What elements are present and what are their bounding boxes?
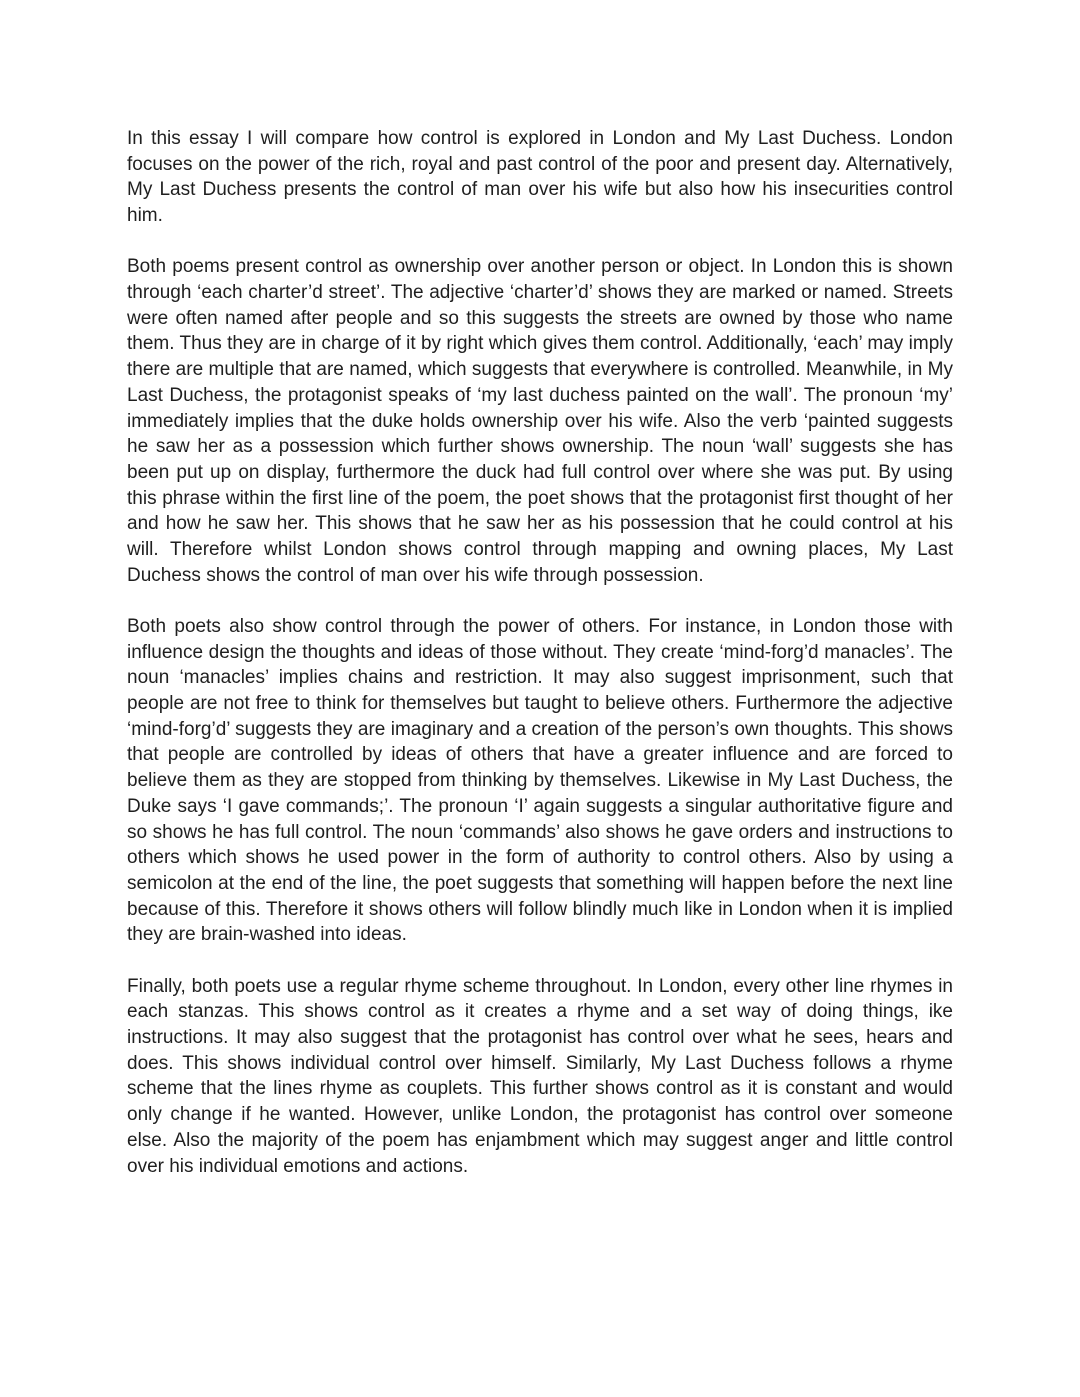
paragraph-rhyme-scheme: Finally, both poets use a regular rhyme scheme throughout. In London, every other line rhymes in each stanzas. This shows control as it creates a rhyme and a set way of doing things, ike instructions. It may also suggest that the protagonist has control over what he sees, hears and does. This shows individual control over himself. Similarly, My Last Duchess follows a rhyme scheme that the lines rhyme as couplets. This further shows control as it is constant and would only change if he wanted. However, unlike London, the protagonist has control over someone else. Also the majority of the poem has enjambment which may suggest anger and little control over his individual emotions and actions. [127,975,953,1177]
essay-page [127,126,953,1205]
paragraph-power-of-others: Both poets also show control through the power of others. For instance, in London those with influence design the thoughts and ideas of those without. They create ‘mind-forg’d manacles’. The noun ‘manacles’ implies chains and restriction. It may also suggest imprisonment, such that people are not free to think for themselves but taught to believe others. Furthermore the adjective ‘mind-forg’d’ suggests they are imaginary and a creation of the person’s own thoughts. This shows that people are controlled by ideas of others that have a greater influence and are forced to believe them as they are stopped from thinking by themselves. Likewise in My Last Duchess, the Duke says ‘I gave commands;’. The pronoun ‘I’ again suggests a singular authoritative figure and so shows he has full control. The noun ‘commands’ also shows he gave orders and instructions to others which shows he used power in the form of authority to control others. Also by using a semicolon at the end of the line, the poet suggests that something will happen before the next line because of this. Therefore it shows others will follow blindly much like in London when it is implied they are brain-washed into ideas. [127,615,953,946]
paragraph-ownership: Both poems present control as ownership over another person or object. In London this is shown through ‘each charter’d street’. The adjective ‘charter’d’ shows they are marked or named. Streets were often named after people and so this suggests the streets are owned by those who name them. Thus they are in charge of it by right which gives them control. Additionally, ‘each’ may imply there are multiple that are named, which suggests that everywhere is controlled. Meanwhile, in My Last Duchess, the protagonist speaks of ‘my last duchess painted on the wall’. The pronoun ‘my’ immediately implies that the duke holds ownership over his wife. Also the verb ‘painted suggests he saw her as a possession which further shows ownership. The noun ‘wall’ suggests she has been put up on display, furthermore the duck had full control over where she was put. By using this phrase within the first line of the poem, the poet shows that the protagonist first thought of her and how he saw her. This shows that he saw her as his possession that he could control at his will. Therefore whilst London shows control through mapping and owning places, My Last Duchess shows the control of man over his wife through possession. [127,256,953,586]
paragraph-introduction: In this essay I will compare how control is explored in London and My Last Duchess. London focuses on the power of the rich, royal and past control of the poor and present day. Alternatively, My Last Duchess presents the control of man over his wife but also how his insecurities control him. [127,128,953,227]
